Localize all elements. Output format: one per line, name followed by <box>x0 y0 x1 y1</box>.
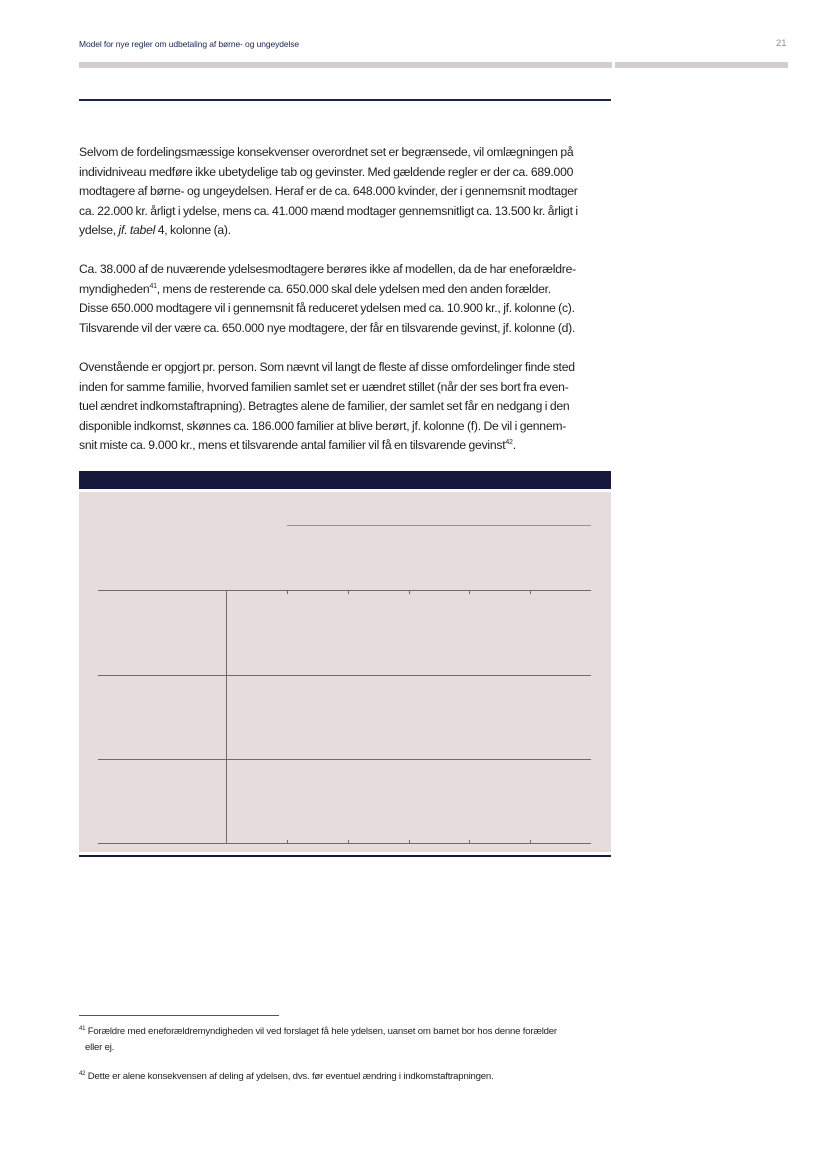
text-line: inden for samme familie, hvorved familien samlet set er uændret stillet (når der ses bort fra even- <box>79 379 569 394</box>
section-divider <box>79 99 611 101</box>
table-header-rule <box>98 590 591 591</box>
text-line <box>79 436 607 456</box>
footnote-reference[interactable]: 41 <box>149 282 157 290</box>
text-line: modtagere af børne- og ungeydelsen. Heraf er de ca. 648.000 kvinder, der i gennemsnit modtager <box>79 184 578 199</box>
table-title-bar <box>79 471 611 489</box>
table-column-tick <box>409 591 410 594</box>
text-fragment: . <box>512 438 516 453</box>
table-bottom-inner-rule <box>98 843 591 844</box>
paragraph-1 <box>79 143 607 241</box>
text-fragment: , mens de resterende ca. 650.000 skal dele ydelsen med den anden forælder. <box>156 281 551 296</box>
table-column-tick <box>348 840 349 843</box>
text-fragment: ydelse, <box>79 223 119 238</box>
footnote-separator <box>79 1015 279 1016</box>
header-bar <box>79 62 612 68</box>
footnote-marker: 41 <box>79 1026 86 1032</box>
table-bottom-rule <box>79 855 611 857</box>
table-row-rule <box>98 759 591 760</box>
text-fragment: 4, kolonne (a). <box>155 223 231 238</box>
text-line <box>79 221 607 241</box>
table-column-tick <box>530 591 531 594</box>
page-number: 21 <box>776 38 787 49</box>
footnote-text: Forældre med eneforældremyndigheden vil ved forslaget få hele ydelsen, uanset om barnet bor hos denne forælder <box>85 1026 557 1037</box>
footnote-marker: 42 <box>79 1071 86 1077</box>
table-column-tick <box>469 840 470 843</box>
text-line: disponible indkomst, skønnes ca. 186.000 familier at blive berørt, jf. kolonne (f). De vil i gennem- <box>79 418 567 433</box>
footnote-line <box>79 1069 609 1085</box>
text-fragment: myndigheden <box>79 281 150 296</box>
table-column-tick <box>287 591 288 594</box>
table-column-tick <box>409 840 410 843</box>
footnote-text: Dette er alene konsekvensen af deling af ydelsen, dvs. før eventuel ændring i indkomstaftrapningen. <box>85 1071 494 1082</box>
table-row-rule <box>98 675 591 676</box>
table-column-tick <box>348 591 349 594</box>
text-line: individniveau medføre ikke ubetydelige tab og gevinster. Med gældende regler er der ca. 689.000 <box>79 164 574 179</box>
text-line: Selvom de fordelingsmæssige konsekvenser overordnet set er begrænsede, vil omlægningen på <box>79 145 574 159</box>
table-reference: jf. tabel <box>118 223 156 238</box>
table-column-tick <box>530 840 531 843</box>
footnote-reference[interactable]: 42 <box>505 439 513 447</box>
header-bar-margin <box>615 62 788 68</box>
text-line: Disse 650.000 modtagere vil i gennemsnit få reduceret ydelsen med ca. 10.900 kr., jf. kolonne (c). <box>79 301 575 316</box>
text-line <box>79 280 607 300</box>
table-column-tick <box>469 591 470 594</box>
text-line: Ovenstående er opgjort pr. person. Som nævnt vil langt de fleste af disse omfordelinger finde sted <box>79 360 575 374</box>
footnote-line <box>79 1024 609 1040</box>
text-line: ca. 22.000 kr. årligt i ydelse, mens ca. 41.000 mænd modtager gennemsnitligt ca. 13.500 kr. årligt i <box>79 203 578 218</box>
text-line: tuel ændret indkomstaftrapning). Betragtes alene de familier, der samlet set får en nedgang i den <box>79 399 570 414</box>
table-body <box>79 492 611 852</box>
footnote-41 <box>79 1024 609 1056</box>
paragraph-3 <box>79 358 607 456</box>
table-stub-divider <box>226 591 227 843</box>
text-line: Ca. 38.000 af de nuværende ydelsesmodtagere berøres ikke af modellen, da de har eneforældre- <box>79 262 576 276</box>
footnote-line: eller ej. <box>85 1042 115 1053</box>
text-fragment: snit miste ca. 9.000 kr., mens et tilsvarende antal familier vil få en tilsvarende gevinst <box>79 438 506 453</box>
paragraph-2 <box>79 260 607 338</box>
footnote-42 <box>79 1069 609 1085</box>
running-header-title: Model for nye regler om udbetaling af børne- og ungeydelse <box>79 39 300 49</box>
text-line: Tilsvarende vil der være ca. 650.000 nye modtagere, der får en tilsvarende gevinst, jf. kolonne (d). <box>79 320 576 335</box>
table-column-tick <box>287 840 288 843</box>
table-column-group-rule <box>287 525 591 526</box>
